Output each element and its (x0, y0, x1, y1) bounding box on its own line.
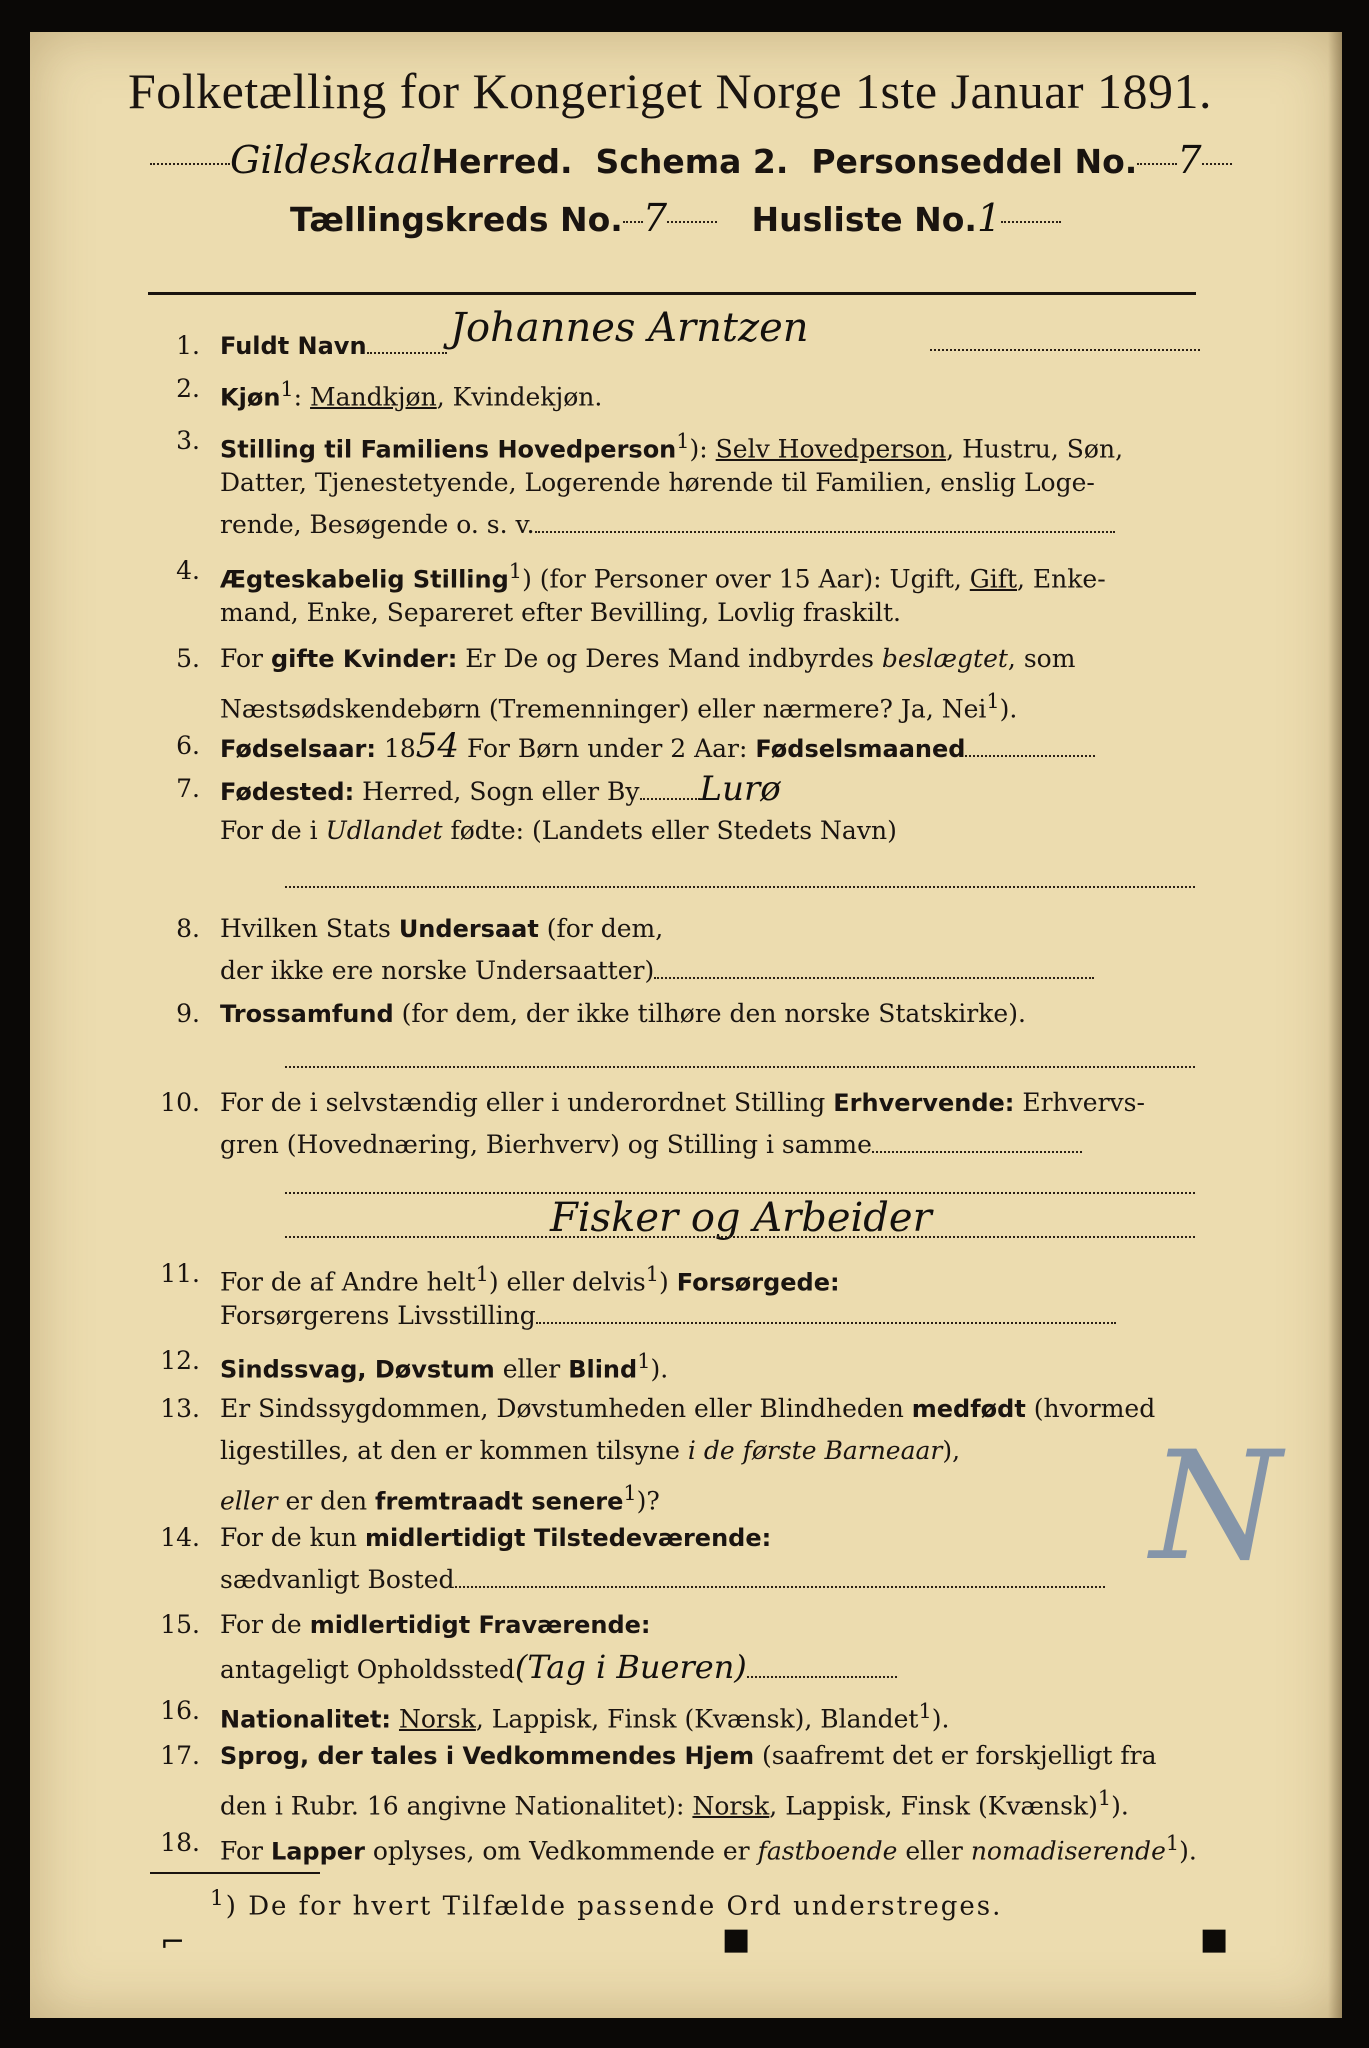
name-value: Johannes Arntzen (450, 305, 809, 351)
corner-mark-right: ■ (1200, 1922, 1229, 1957)
header-line-herred (150, 138, 1232, 182)
taellingskreds-label: Tællingskreds No. (290, 200, 623, 239)
footnote: $^1$) De for hvert Tilfælde passende Ord understreges. (210, 1886, 1003, 1922)
option-mandkjon: Mandkjøn (310, 382, 437, 412)
option-gift: Gift (969, 564, 1018, 594)
personseddel-label: Personseddel No. (811, 142, 1138, 181)
herred-label: Herred. (431, 142, 573, 181)
header-line-kreds (290, 196, 1061, 240)
schema-label: Schema 2. (595, 142, 789, 181)
birth-year-value: 54 (415, 726, 460, 766)
occupation-value: Fisker og Arbeider (550, 1195, 932, 1241)
header-divider (148, 292, 1196, 295)
husliste-label: Husliste No. (751, 200, 977, 239)
page-title: Folketælling for Kongeriget Norge 1ste Januar 1891. (127, 63, 1213, 119)
birthplace-value: Lurø (699, 769, 781, 809)
label-fuldt-navn: Fuldt Navn (220, 332, 367, 360)
taellingskreds-value: 7 (642, 196, 667, 240)
footnote-rule (150, 1872, 320, 1874)
option-selv-hovedperson: Selv Hovedperson (715, 434, 947, 464)
residence-value: (Tag i Bueren) (514, 1648, 747, 1686)
corner-mark-left: ⌐ (160, 1925, 186, 1960)
personseddel-value: 7 (1177, 138, 1202, 182)
corner-mark-center: ■ (722, 1922, 751, 1957)
option-norsk: Norsk (398, 1704, 476, 1734)
herred-value: Gildeskaal (230, 138, 432, 182)
blue-pencil-mark: N (1150, 1420, 1282, 1594)
husliste-value: 1 (976, 196, 1002, 240)
